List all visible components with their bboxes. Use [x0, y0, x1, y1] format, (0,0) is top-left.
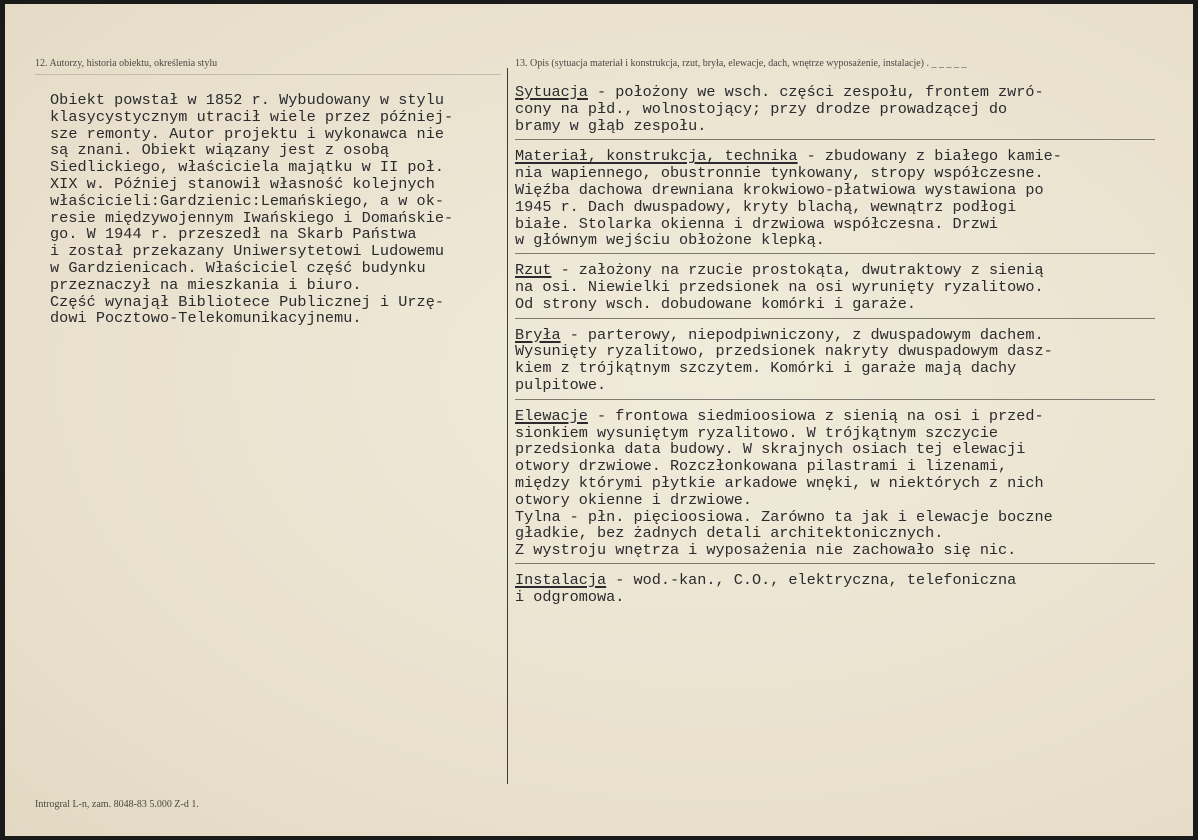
section-13-header: 13. Opis (sytuacja materiał i konstrukcja, rzut, bryła, elewacje, dach, wnętrze wyposażenie, instalacje) . _ _ _ _ _: [515, 58, 967, 69]
history-line: resie międzywojennym Iwańskiego i Domańskie-: [50, 208, 454, 227]
elewacje-label: Elewacje: [515, 406, 588, 425]
history-line: są znani. Obiekt wiązany jest z osobą: [50, 141, 390, 160]
section-12-header: 12. Autorzy, historia obiektu, określenia stylu: [35, 58, 218, 69]
instalacja-line: i odgromowa.: [515, 587, 625, 606]
material-line: 1945 r. Dach dwuspadowy, kryty blachą, wewnątrz podłogi: [515, 197, 1017, 216]
rzut-line: Od strony wsch. dobudowane komórki i garaże.: [515, 294, 917, 313]
printer-imprint: Introgral L-n, zam. 8048-83 5.000 Z-d 1.: [35, 799, 199, 810]
left-header-rule: [35, 74, 501, 75]
sytuacja-label: Sytuacja: [515, 83, 588, 101]
rzut-text: - założony na rzucie prostokąta, dwutraktowy z sienią: [551, 261, 1044, 280]
history-line: dowi Pocztowo-Telekomunikacyjnemu.: [50, 309, 362, 328]
separator-rule: [515, 399, 1155, 400]
elewacje-line: Z wystroju wnętrza i wyposażenia nie zachowało się nic.: [515, 541, 1017, 560]
separator-rule: [515, 139, 1155, 140]
history-line: Siedlickiego, właściciela majątku w II poł.: [50, 158, 445, 177]
document-sheet: [5, 4, 1193, 836]
separator-rule: [515, 563, 1155, 564]
material-line: białe. Stolarka okienna i drzwiowa współczesna. Drzwi: [515, 214, 999, 233]
rzut-label: Rzut: [515, 261, 552, 280]
instalacja-text: - wod.-kan., C.O., elektryczna, telefoniczna: [606, 570, 1017, 589]
rzut-line: na osi. Niewielki przedsionek na osi wyrunięty ryzalitowo.: [515, 277, 1044, 296]
history-text: [50, 92, 500, 327]
history-line: Obiekt powstał w 1852 r. Wybudowany w stylu: [50, 91, 445, 109]
history-line: klasycystycznym utracił wiele przez później-: [50, 107, 454, 126]
sytuacja-line: bramy w głąb zespołu.: [515, 116, 707, 135]
history-line: go. W 1944 r. przeszedł na Skarb Państwa: [50, 225, 417, 244]
history-line: właścicieli:Gardzienic:Lemańskiego, a w ok-: [50, 191, 445, 210]
elewacje-line: przedsionka data budowy. W skrajnych osiach tej elewacji: [515, 440, 1026, 459]
description-text: [515, 84, 1165, 606]
elewacje-line: otwory drzwiowe. Rozczłonkowana pilastrami i lizenami,: [515, 457, 1008, 476]
instalacja-label: Instalacja: [515, 570, 607, 589]
bryla-line: Wysunięty ryzalitowo, przedsionek nakryty dwuspadowym dasz-: [515, 342, 1053, 361]
separator-rule: [515, 253, 1155, 254]
sytuacja-line: cony na płd., wolnostojący; przy drodze prowadzącej do: [515, 99, 1008, 118]
elewacje-block: [515, 408, 1165, 559]
separator-rule: [515, 318, 1155, 319]
elewacje-line: sionkiem wysuniętym ryzalitowo. W trójkątnym szczycie: [515, 423, 999, 442]
material-line: w głównym wejściu obłożone klepką.: [515, 231, 825, 250]
material-text: - zbudowany z białego kamie-: [797, 147, 1062, 166]
history-line: Część wynajął Bibliotece Publicznej i Urzę-: [50, 292, 445, 311]
rzut-block: [515, 262, 1165, 312]
sytuacja-block: [515, 84, 1165, 134]
bryla-line: kiem z trójkątnym szczytem. Komórki i garaże mają dachy: [515, 359, 1017, 378]
history-line: i został przekazany Uniwersytetowi Ludowemu: [50, 242, 445, 261]
elewacje-line: otwory okienne i drzwiowe.: [515, 490, 752, 509]
elewacje-text: - frontowa siedmioosiowa z sienią na osi i przed-: [587, 406, 1044, 425]
history-line: w Gardzienicach. Właściciel część budynku: [50, 258, 426, 277]
bryla-line: pulpitowe.: [515, 375, 607, 394]
bryla-block: [515, 327, 1165, 394]
column-divider: [507, 68, 508, 784]
material-line: nia wapiennego, obustronnie tynkowany, stropy współczesne.: [515, 164, 1044, 183]
elewacje-line: gładkie, bez żadnych detali architektonicznych.: [515, 524, 944, 543]
sytuacja-text: - położony we wsch. części zespołu, frontem zwró-: [587, 83, 1044, 101]
material-label: Materiał, konstrukcja, technika: [515, 147, 798, 166]
bryla-text: - parterowy, niepodpiwniczony, z dwuspadowym dachem.: [560, 325, 1044, 344]
elewacje-line: Tylna - płn. pięcioosiowa. Zarówno ta jak i elewacje boczne: [515, 507, 1053, 526]
history-line: sze remonty. Autor projektu i wykonawca nie: [50, 124, 445, 143]
history-line: przeznaczył na mieszkania i biuro.: [50, 275, 362, 294]
material-line: Więźba dachowa drewniana krokwiowo-płatwiowa wystawiona po: [515, 180, 1044, 199]
history-line: XIX w. Później stanowił własność kolejnych: [50, 174, 435, 193]
material-block: [515, 148, 1165, 249]
bryla-label: Bryła: [515, 325, 561, 344]
elewacje-line: między którymi płytkie arkadowe wnęki, w niektórych z nich: [515, 473, 1044, 492]
instalacja-block: [515, 572, 1165, 606]
